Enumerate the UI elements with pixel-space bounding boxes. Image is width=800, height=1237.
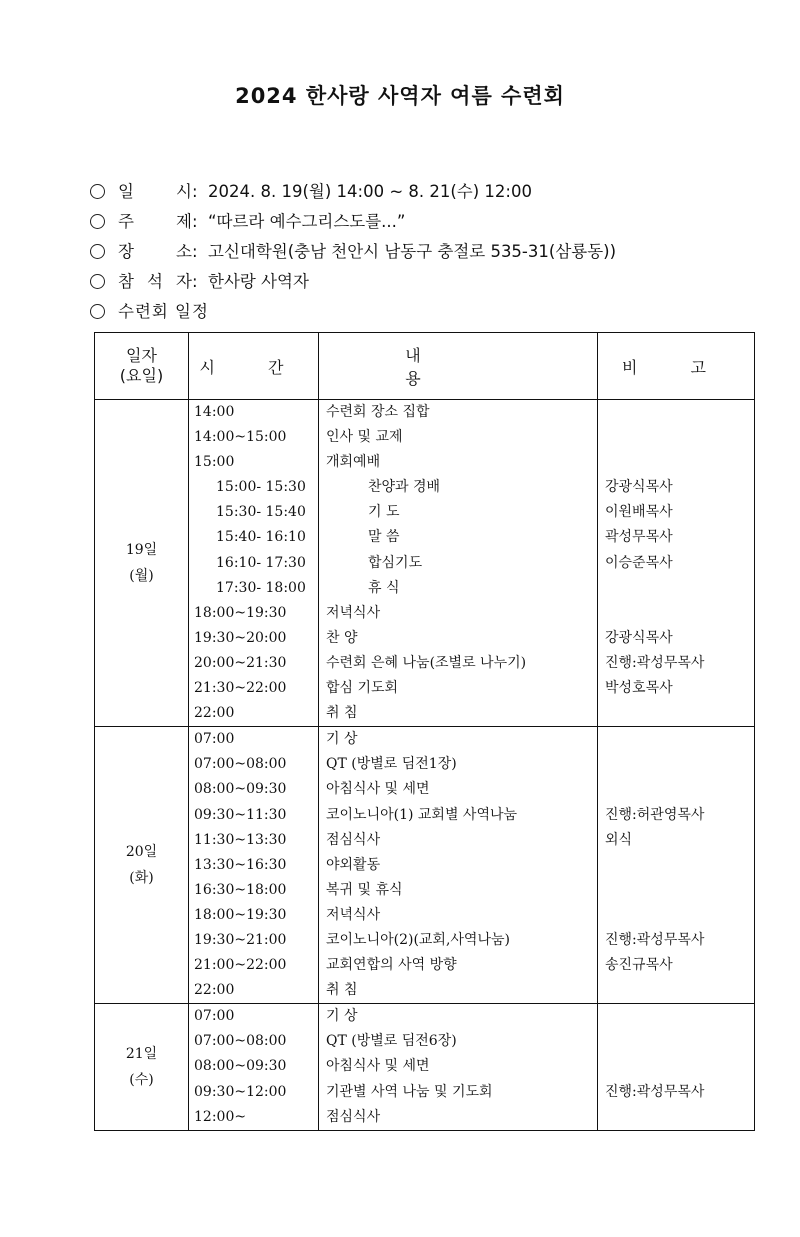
note-text: 외식 [605, 831, 633, 848]
schedule-table [94, 332, 755, 1131]
time-text: 15:00 [194, 454, 235, 471]
note-text [605, 903, 754, 928]
content-text: 기 상 [326, 1008, 358, 1025]
time-text: 18:00~19:30 [194, 906, 287, 923]
time-text: 17:30- 18:00 [216, 579, 306, 596]
content-text: 저녁식사 [326, 604, 381, 621]
content-text: 합심 기도회 [326, 680, 399, 697]
content-text: 말 씀 [368, 529, 400, 546]
content-text: 찬 양 [326, 629, 358, 646]
day-block [95, 727, 755, 1004]
weekday-label: (수) [129, 1071, 154, 1088]
content-text: 기 도 [368, 504, 400, 521]
content-text: 합심기도 [368, 554, 423, 571]
info-value: “따르라 예수그리스도를...” [208, 212, 406, 231]
content-text: 취 침 [326, 705, 358, 722]
content-text: 찬양과 경배 [368, 479, 441, 496]
day-block [95, 400, 755, 727]
time-text: 14:00~15:00 [194, 429, 287, 446]
header-content: 내 용 [319, 333, 598, 400]
note-text [605, 1029, 754, 1054]
schedule-label: 수련회 일정 [118, 302, 209, 321]
time-text: 15:30- 15:40 [216, 504, 306, 521]
time-text: 22:00 [194, 705, 235, 722]
table-row [95, 400, 755, 727]
time-text: 18:00~19:30 [194, 604, 287, 621]
time-text: 09:30~11:30 [194, 806, 287, 823]
circle-bullet-icon [90, 304, 105, 319]
time-text: 08:00~09:30 [194, 781, 287, 798]
info-label: 장 소 [118, 242, 192, 261]
note-text: 강광식목사 [605, 479, 673, 496]
note-text [605, 576, 754, 601]
time-text: 08:00~09:30 [194, 1058, 287, 1075]
time-text: 22:00 [194, 982, 235, 999]
time-text: 07:00 [194, 731, 235, 748]
content-text: QT (방별로 딤전6장) [326, 1033, 457, 1050]
circle-bullet-icon [90, 184, 105, 199]
content-text: 저녁식사 [326, 906, 381, 923]
day-cell [95, 400, 189, 727]
content-text: 개회예배 [326, 454, 381, 471]
content-text: 교회연합의 사역 방향 [326, 957, 457, 974]
circle-bullet-icon [90, 214, 105, 229]
time-text: 13:30~16:30 [194, 856, 287, 873]
header-time: 시 간 [189, 333, 319, 400]
note-text [605, 878, 754, 903]
note-column [598, 400, 755, 727]
note-text: 진행:허관영목사 [605, 806, 705, 823]
time-text: 19:30~20:00 [194, 629, 287, 646]
note-text [605, 1105, 754, 1130]
time-text: 21:00~22:00 [194, 957, 287, 974]
note-text: 진행:곽성무목사 [605, 1083, 705, 1100]
content-text: 수련회 장소 집합 [326, 404, 430, 420]
time-text: 16:30~18:00 [194, 881, 287, 898]
note-text: 진행:곽성무목사 [605, 931, 705, 948]
content-text: 아침식사 및 세면 [326, 1058, 430, 1075]
content-column [319, 400, 598, 727]
note-text [605, 727, 754, 752]
content-text: 코이노니아(2)(교회,사역나눔) [326, 931, 510, 948]
content-text: 휴 식 [368, 579, 400, 596]
note-text [605, 601, 754, 626]
time-column [189, 727, 319, 1004]
note-text: 박성호목사 [605, 680, 673, 697]
circle-bullet-icon [90, 244, 105, 259]
time-text: 11:30~13:30 [194, 831, 287, 848]
content-column [319, 727, 598, 1004]
content-text: 취 침 [326, 982, 358, 999]
table-row [95, 1004, 755, 1130]
table-header-row [95, 333, 755, 400]
weekday-label: (화) [129, 870, 154, 887]
info-label: 참 석 자 [118, 272, 192, 291]
day-label: 19일 [125, 542, 158, 559]
content-column [319, 1004, 598, 1130]
header-note: 비 고 [598, 333, 755, 400]
day-label: 20일 [125, 844, 158, 861]
content-text: QT (방별로 딤전1장) [326, 756, 457, 773]
day-cell [95, 727, 189, 1004]
info-label: 일 시 [118, 182, 192, 201]
note-column [598, 1004, 755, 1130]
info-label: 주 제 [118, 212, 192, 231]
content-text: 인사 및 교제 [326, 429, 403, 446]
weekday-label: (월) [129, 568, 154, 585]
circle-bullet-icon [90, 274, 105, 289]
time-text: 07:00 [194, 1008, 235, 1025]
content-text: 기 상 [326, 731, 358, 748]
content-text: 아침식사 및 세면 [326, 781, 430, 798]
time-text: 15:40- 16:10 [216, 529, 306, 546]
time-text: 19:30~21:00 [194, 931, 287, 948]
note-text [605, 450, 754, 475]
note-text: 송진규목사 [605, 957, 673, 974]
time-text: 12:00~ [194, 1108, 247, 1125]
day-cell [95, 1004, 189, 1130]
note-column [598, 727, 755, 1004]
note-text: 이원배목사 [605, 504, 673, 521]
content-text: 코이노니아(1) 교회별 사역나눔 [326, 806, 518, 823]
time-text: 15:00- 15:30 [216, 479, 306, 496]
note-text [605, 400, 754, 425]
note-text [605, 752, 754, 777]
time-text: 07:00~08:00 [194, 756, 287, 773]
info-row-datetime: 일 시 : 2024. 8. 19(월) 14:00 ~ 8. 21(수) 12:00 [90, 177, 616, 207]
time-column [189, 1004, 319, 1130]
content-text: 기관별 사역 나눔 및 기도회 [326, 1083, 493, 1100]
info-row-schedule [90, 297, 616, 327]
content-text: 야외활동 [326, 856, 381, 873]
time-column [189, 400, 319, 727]
table-row [95, 727, 755, 1004]
info-row-attendees: 참 석 자 : 한사랑 사역자 [90, 267, 616, 297]
note-text: 이승준목사 [605, 554, 673, 571]
note-text [605, 1054, 754, 1079]
header-day: 일자 (요일) [95, 333, 189, 400]
note-text [605, 978, 754, 1003]
info-row-theme: 주 제 : “따르라 예수그리스도를...” [90, 207, 616, 237]
time-text: 21:30~22:00 [194, 680, 287, 697]
day-block [95, 1004, 755, 1130]
note-text [605, 425, 754, 450]
note-text [605, 777, 754, 802]
time-text: 09:30~12:00 [194, 1083, 287, 1100]
info-value: 2024. 8. 19(월) 14:00 ~ 8. 21(수) 12:00 [208, 182, 532, 201]
note-text: 진행:곽성무목사 [605, 654, 705, 671]
content-text: 점심식사 [326, 1108, 381, 1125]
content-text: 복귀 및 휴식 [326, 881, 403, 898]
note-text: 곽성무목사 [605, 529, 673, 546]
note-text [605, 853, 754, 878]
content-text: 수련회 은혜 나눔(조별로 나누기) [326, 654, 527, 671]
time-text: 14:00 [194, 404, 235, 420]
note-text [605, 701, 754, 726]
note-text: 강광식목사 [605, 629, 673, 646]
time-text: 16:10- 17:30 [216, 554, 306, 571]
page-title: 2024 한사랑 사역자 여름 수련회 [235, 84, 565, 108]
content-text: 점심식사 [326, 831, 381, 848]
note-text [605, 1004, 754, 1029]
info-row-place: 장 소 : 고신대학원(충남 천안시 남동구 충절로 535-31(삼룡동)) [90, 237, 616, 267]
day-label: 21일 [125, 1045, 158, 1062]
event-info [90, 177, 616, 327]
info-value: 한사랑 사역자 [208, 272, 309, 291]
time-text: 07:00~08:00 [194, 1033, 287, 1050]
info-value: 고신대학원(충남 천안시 남동구 충절로 535-31(삼룡동)) [208, 242, 617, 261]
time-text: 20:00~21:30 [194, 654, 287, 671]
